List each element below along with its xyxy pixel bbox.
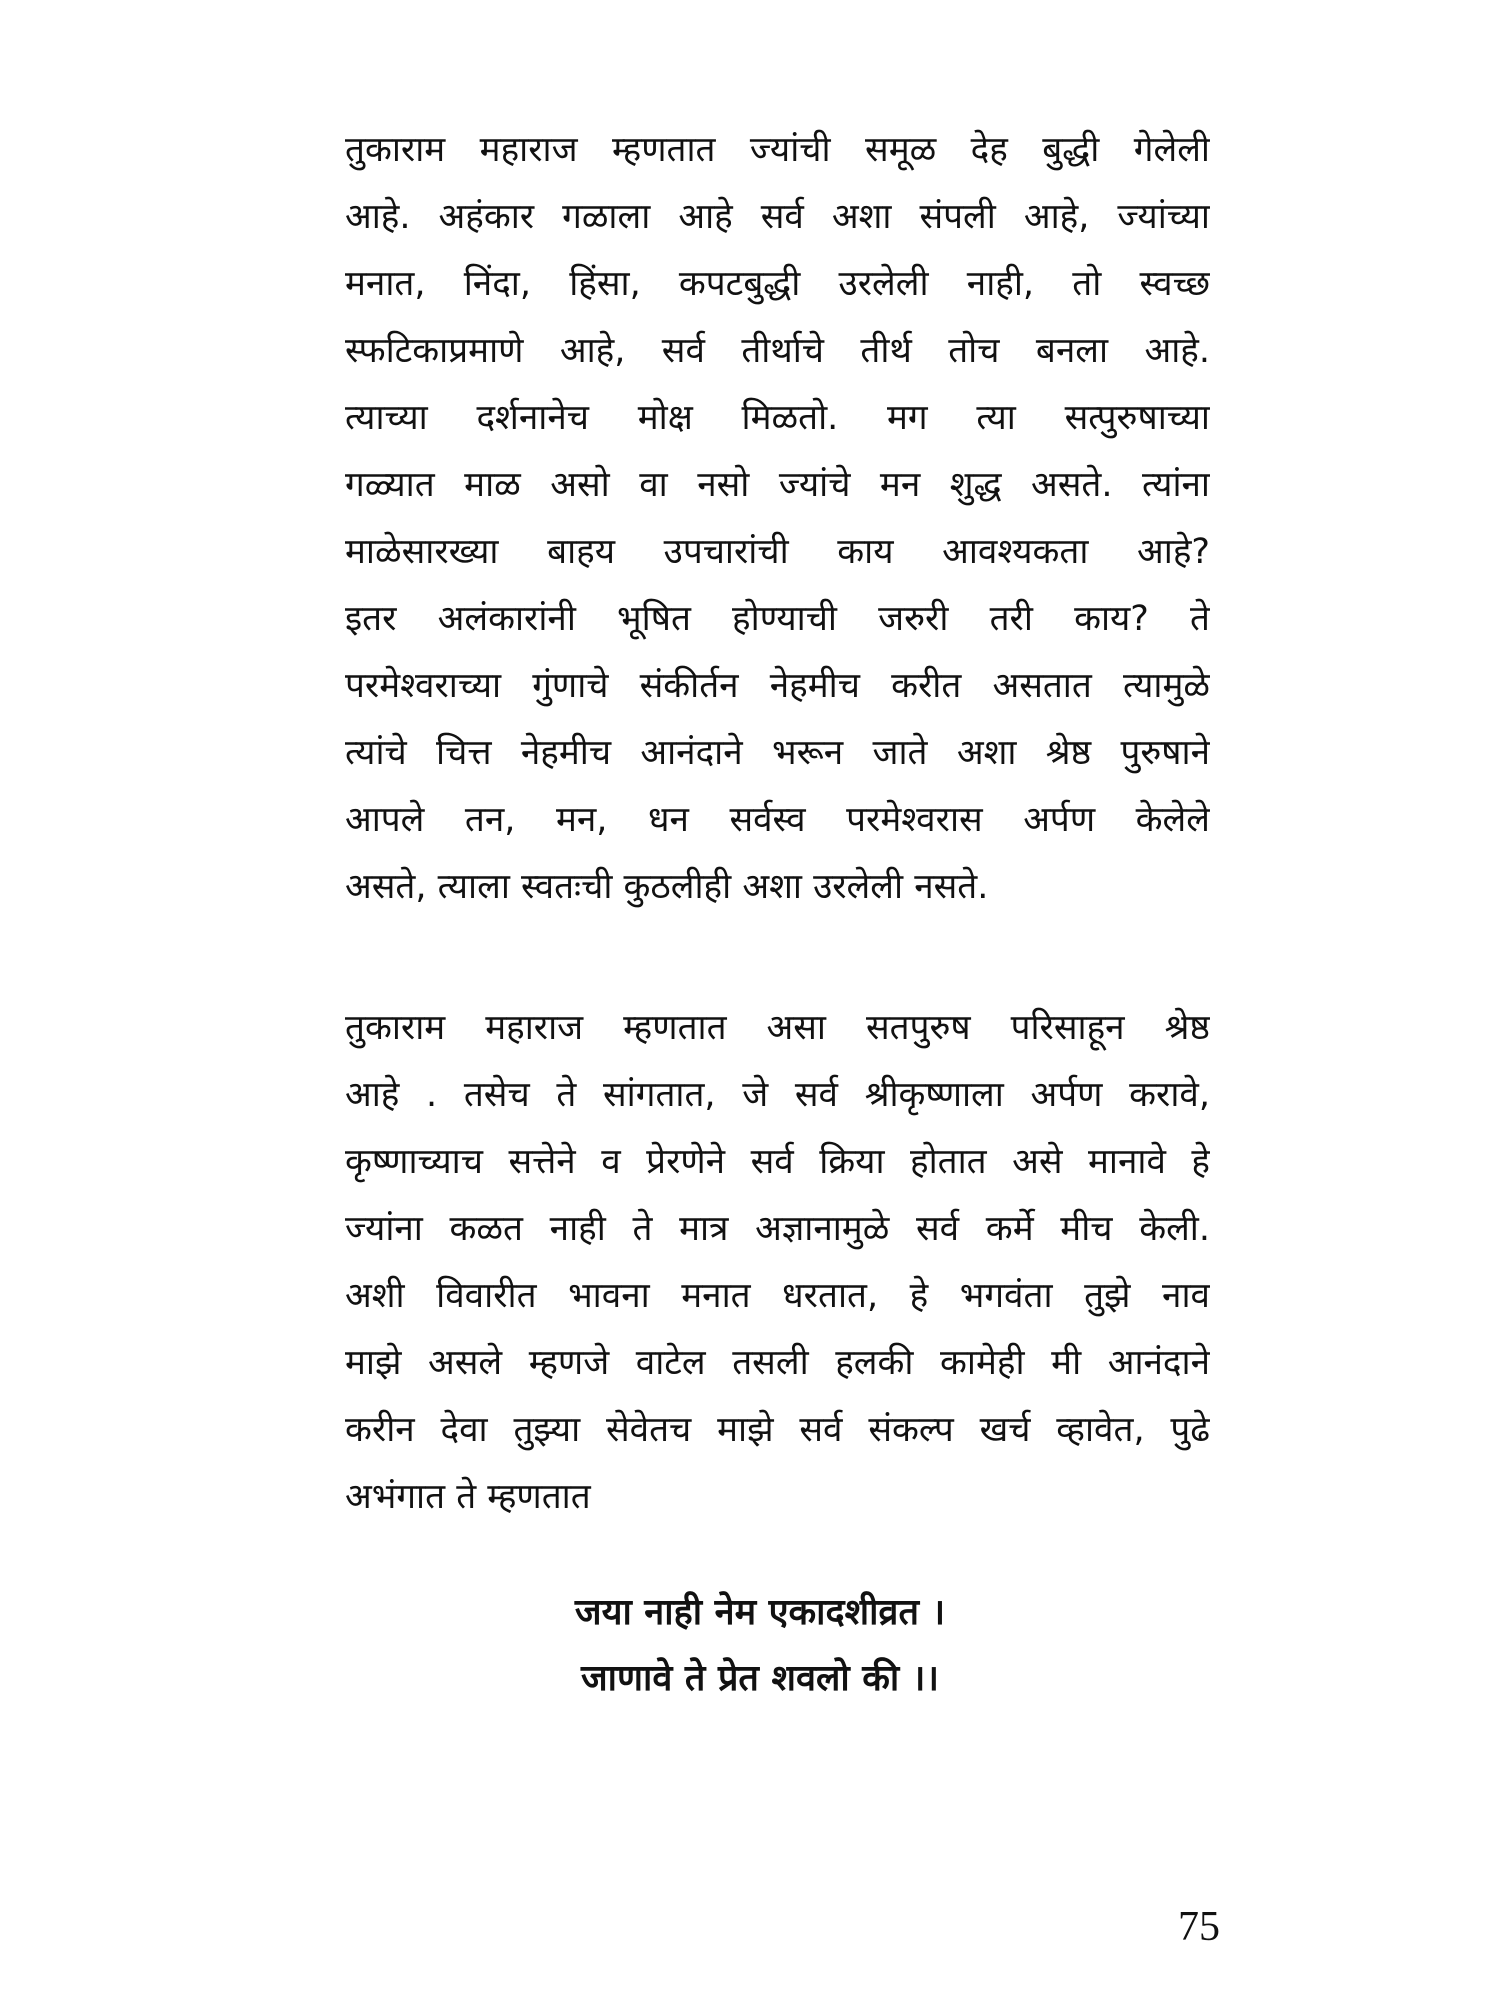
paragraph-line: त्याच्या दर्शनानेच मोक्ष मिळतो. मग त्या सत्पुरुषाच्या [345, 398, 1210, 438]
paragraph-line: माझे असले म्हणजे वाटेल तसली हलकी कामेही मी आनंदाने [345, 1343, 1210, 1383]
paragraph-line: गळ्यात माळ असो वा नसो ज्यांचे मन शुद्ध असते. त्यांना [345, 465, 1210, 505]
paragraph-line: अशी विवारीत भावना मनात धरतात, हे भगवंता तुझे नाव [345, 1276, 1210, 1316]
paragraph-line: त्यांचे चित्त नेहमीच आनंदाने भरून जाते अशा श्रेष्ठ पुरुषाने [345, 733, 1210, 773]
paragraph-line: स्फटिकाप्रमाणे आहे, सर्व तीर्थाचे तीर्थ तोच बनला आहे. [345, 331, 1210, 371]
paragraph-line: परमेश्वराच्या गुंणाचे संकीर्तन नेहमीच करीत असतात त्यामुळे [345, 666, 1210, 706]
paragraph-line: इतर अलंकारांनी भूषित होण्याची जरुरी तरी काय? ते [345, 599, 1210, 639]
paragraph-1 [345, 117, 1210, 921]
paragraph-line: आपले तन, मन, धन सर्वस्व परमेश्वरास अर्पण केलेले [345, 800, 1210, 840]
paragraph-2 [345, 995, 1210, 1531]
paragraph-line: तुकाराम महाराज म्हणतात असा सतपुरुष परिसाहून श्रेष्ठ [345, 1008, 1210, 1048]
page-number: 75 [1178, 1904, 1220, 1950]
paragraph-line: आहे . तसेच ते सांगतात, जे सर्व श्रीकृष्णाला अर्पण करावे, [345, 1075, 1210, 1115]
paragraph-line: कृष्णाच्याच सत्तेने व प्रेरणेने सर्व क्रिया होतात असे मानावे हे [345, 1142, 1210, 1182]
paragraph-line: तुकाराम महाराज म्हणतात ज्यांची समूळ देह बुद्धी गेलेली [345, 130, 1210, 170]
paragraph-line: असते, त्याला स्वतःची कुठलीही अशा उरलेली नसते. [345, 867, 989, 907]
paragraph-line: करीन देवा तुझ्या सेवेतच माझे सर्व संकल्प खर्च व्हावेत, पुढे [345, 1410, 1210, 1450]
paragraph-line: ज्यांना कळत नाही ते मात्र अज्ञानामुळे सर्व कर्मे मीच केली. [345, 1209, 1210, 1249]
paragraph-line: मनात, निंदा, हिंसा, कपटबुद्धी उरलेली नाही, तो स्वच्छ [345, 264, 1210, 304]
paragraph-line: अभंगात ते म्हणतात [345, 1477, 591, 1517]
paragraph-line: माळेसारख्या बाहय उपचारांची काय आवश्यकता आहे? [345, 532, 1210, 572]
verse-line-1: जया नाही नेम एकादशीव्रत । [574, 1592, 946, 1633]
abhang-verse [400, 1580, 1120, 1712]
paragraph-line: आहे. अहंकार गळाला आहे सर्व अशा संपली आहे, ज्यांच्या [345, 197, 1210, 237]
verse-line-2: जाणावे ते प्रेत शवलो की ।। [580, 1658, 940, 1699]
